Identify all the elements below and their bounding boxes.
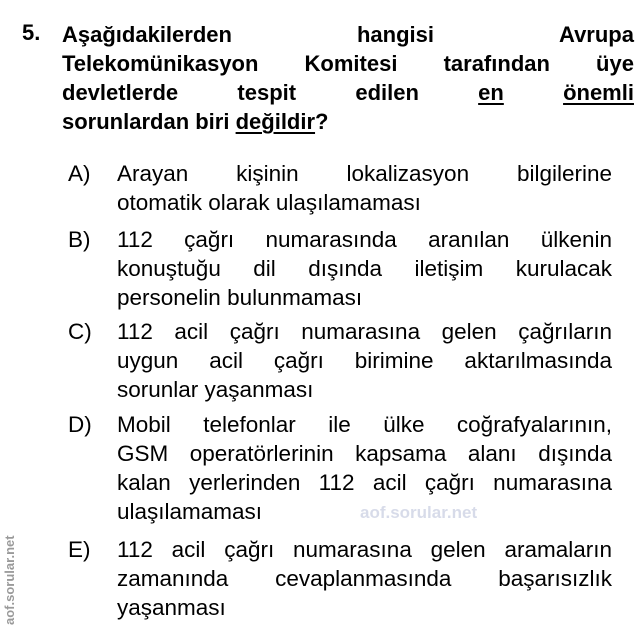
word: ? [315, 109, 329, 134]
word: tespit [237, 80, 297, 105]
option-line: personelin bulunmaması [117, 285, 363, 310]
word: Avrupa [559, 22, 634, 47]
word: hangisi [356, 22, 434, 47]
word: Telekomünikasyon [62, 51, 259, 76]
option-letter: E) [68, 537, 91, 562]
option-line: uygun acil çağrı birimine aktarılmasında [117, 348, 612, 373]
option-text [117, 535, 612, 622]
option-line: Arayan kişinin lokalizasyon bilgilerine [117, 161, 612, 186]
option-line: ulaşılamaması [117, 499, 263, 524]
question-line [62, 20, 634, 49]
side-watermark: aof.sorular.net [2, 535, 17, 625]
option-line: otomatik olarak ulaşılamaması [117, 190, 421, 215]
question-line [62, 78, 634, 107]
underlined-word: önemli [563, 80, 634, 105]
option-line: GSM operatörlerinin kapsama alanı dışında [117, 441, 612, 466]
word: Komitesi [304, 51, 398, 76]
question-text [62, 20, 634, 136]
option-line: 112 acil çağrı numarasına gelen aramaların [117, 537, 612, 562]
option-text [117, 159, 612, 217]
option-line: 112 acil çağrı numarasına gelen çağrıların [117, 319, 612, 344]
word: üye [596, 51, 634, 76]
underlined-word: değildir [235, 109, 316, 134]
watermark: aof.sorular.net [360, 503, 478, 522]
option-letter: A) [68, 161, 91, 186]
option-letter: D) [68, 412, 92, 437]
word: Aşağıdakilerden [62, 22, 232, 47]
question-line [62, 49, 634, 78]
option-line: 112 çağrı numarasında aranılan ülkenin [117, 227, 612, 252]
option-letter: B) [68, 227, 91, 252]
option-line: sorunlar yaşanması [117, 377, 314, 402]
option-text [117, 225, 612, 312]
underlined-word: en [478, 80, 504, 105]
word: tarafından [443, 51, 550, 76]
word: edilen [355, 80, 419, 105]
option-text [117, 317, 612, 404]
question-number: 5. [22, 20, 41, 45]
option-line: konuştuğu dil dışında iletişim kurulacak [117, 256, 612, 281]
option-line: kalan yerlerinden 112 acil çağrı numarasına [117, 470, 612, 495]
option-text [117, 410, 612, 526]
option-line: Mobil telefonlar ile ülke coğrafyalarının, [117, 412, 612, 437]
word: sorunlardan biri [62, 109, 236, 134]
option-letter: C) [68, 319, 92, 344]
option-line: yaşanması [117, 595, 226, 620]
option-line: zamanında cevaplanmasında başarısızlık [117, 566, 612, 591]
question-line [62, 107, 634, 136]
word: devletlerde [62, 80, 179, 105]
